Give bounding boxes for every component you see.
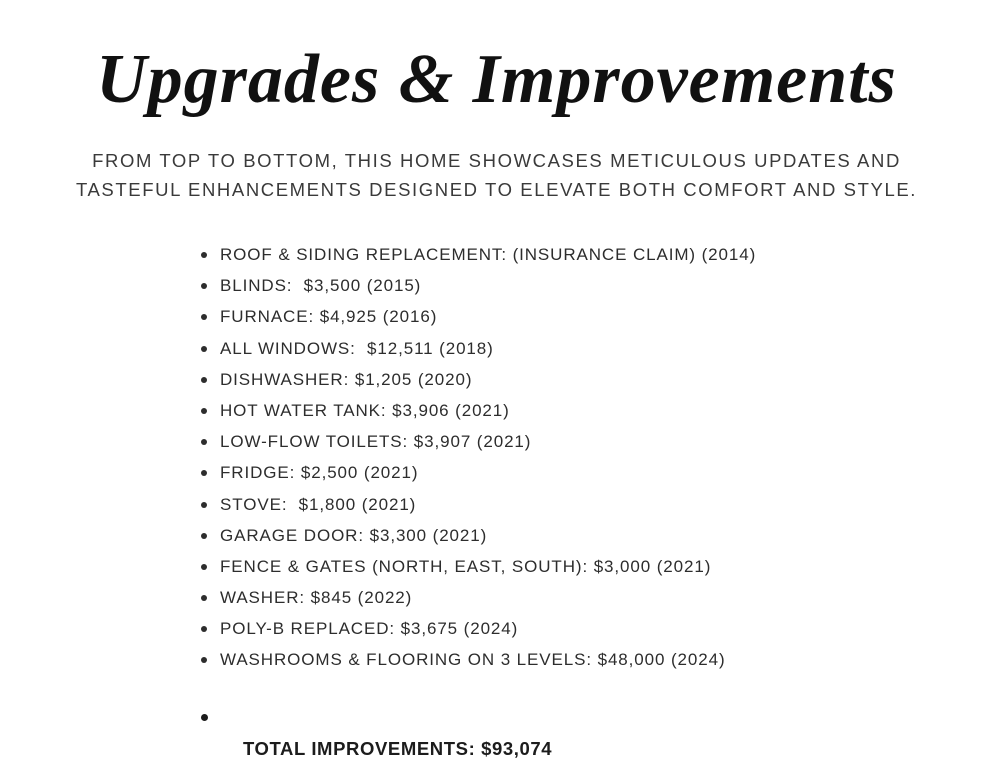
list-item <box>199 582 756 613</box>
bullet-icon <box>201 439 207 445</box>
bullet-icon <box>201 408 207 414</box>
list-item-text: FRIDGE: $2,500 (2021) <box>220 463 419 483</box>
list-item <box>199 426 756 457</box>
list-item <box>199 613 756 644</box>
bullet-icon <box>201 252 207 258</box>
bullet-icon <box>201 502 207 508</box>
total-improvements-text: TOTAL IMPROVEMENTS: $93,074 <box>242 738 553 760</box>
page-title: Upgrades & Improvements <box>96 41 897 118</box>
list-item-text: DISHWASHER: $1,205 (2020) <box>220 369 473 389</box>
subtitle-line-1: FROM TOP TO BOTTOM, THIS HOME SHOWCASES METICULOUS UPDATES AND <box>92 150 901 171</box>
bullet-icon <box>201 626 207 632</box>
list-item-text: ALL WINDOWS: $12,511 (2018) <box>220 338 494 358</box>
bullet-icon <box>201 377 207 383</box>
list-item <box>199 395 756 426</box>
list-item-text: LOW-FLOW TOILETS: $3,907 (2021) <box>220 432 532 452</box>
bullet-icon <box>201 346 207 352</box>
bullet-icon <box>201 564 207 570</box>
list-item <box>199 333 756 364</box>
list-item-text: FURNACE: $4,925 (2016) <box>220 307 438 327</box>
bullet-icon <box>201 470 207 476</box>
list-item-text: FENCE & GATES (NORTH, EAST, SOUTH): $3,000 (2021) <box>220 556 712 576</box>
subtitle-line-2: TASTEFUL ENHANCEMENTS DESIGNED TO ELEVATE BOTH COMFORT AND STYLE. <box>75 179 918 200</box>
list-item <box>199 551 756 582</box>
list-item-text: BLINDS: $3,500 (2015) <box>220 276 422 296</box>
bullet-icon <box>201 595 207 601</box>
list-item-text: ROOF & SIDING REPLACEMENT: (INSURANCE CLAIM) (2014) <box>220 245 757 264</box>
total-improvements <box>199 702 553 760</box>
improvements-list <box>199 239 756 676</box>
list-item <box>199 301 756 332</box>
list-item <box>199 457 756 488</box>
list-item-text: WASHROOMS & FLOORING ON 3 LEVELS: $48,000 (2024) <box>220 650 726 670</box>
list-item-text: HOT WATER TANK: $3,906 (2021) <box>220 400 510 420</box>
list-item <box>199 520 756 551</box>
list-item <box>199 270 756 301</box>
bullet-icon <box>201 714 208 721</box>
list-item <box>199 239 756 270</box>
list-item-text: GARAGE DOOR: $3,300 (2021) <box>220 525 488 545</box>
bullet-icon <box>201 657 207 663</box>
subtitle <box>0 146 993 204</box>
bullet-icon <box>201 283 207 289</box>
list-item <box>199 364 756 395</box>
list-item-text: STOVE: $1,800 (2021) <box>220 494 417 514</box>
list-item-text: WASHER: $845 (2022) <box>220 588 413 608</box>
bullet-icon <box>201 314 207 320</box>
list-item-text: POLY-B REPLACED: $3,675 (2024) <box>220 619 519 639</box>
bullet-icon <box>201 533 207 539</box>
list-item <box>199 489 756 520</box>
list-item <box>199 644 756 675</box>
